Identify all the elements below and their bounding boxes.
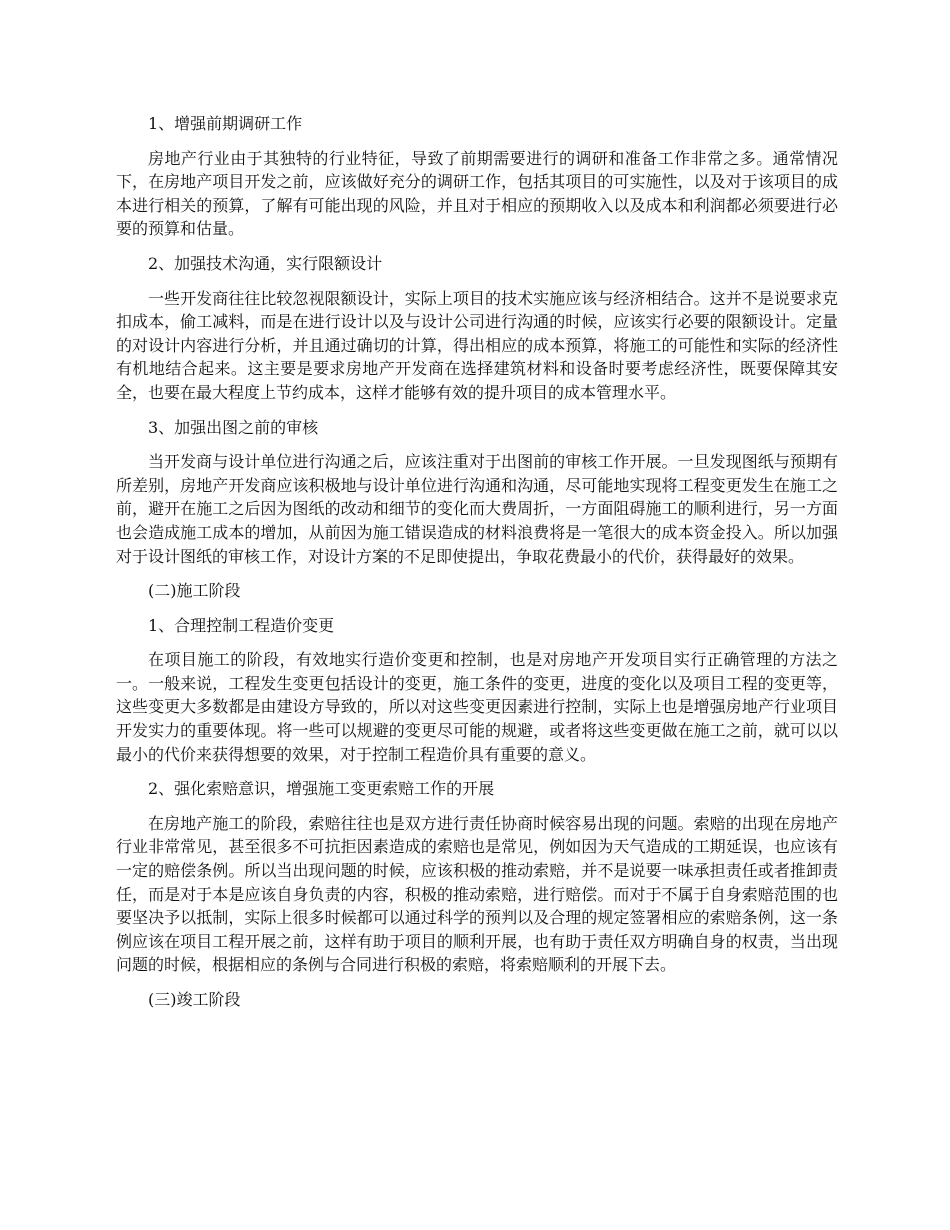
- section-heading: 2、加强技术沟通，实行限额设计: [148, 253, 383, 273]
- body-paragraph: 在房地产施工的阶段，索赔往往也是双方进行责任协商时候容易出现的问题。索赔的出现在房地产行业非常常见，甚至很多不可抗拒因素造成的索赔也是常见，例如因为天气造成的工期延误，也应该有一定的赔偿条例。所以当出现问题的时候，应该积极的推动索赔，并不是说要一味承担责任或者推卸责任，而是对于本是应该自身负责的内容，积极的推动索赔，进行赔偿。而对于不属于自身索赔范围的也要坚决予以抵制，实际上很多时候都可以通过科学的预判以及合理的规定签署相应的索赔条例，这一条例应该在项目工程开展之前，这样有助于项目的顺利开展，也有助于责任双方明确自身的权责，当出现问题的时候，根据相应的条例与合同进行积极的索赔，将索赔顺利的开展下去。: [116, 813, 838, 975]
- stage-heading: (二)施工阶段: [148, 581, 241, 601]
- body-paragraph: 当开发商与设计单位进行沟通之后，应该注重对于出图前的审核工作开展。一旦发现图纸与预期有所差别，房地产开发商应该积极地与设计单位进行沟通和沟通，尽可能地实现将工程变更发生在施工之前，避开在施工之后因为图纸的改动和细节的变化而大费周折，一方面阻碍施工的顺利进行，另一方面也会造成施工成本的增加，从前因为施工错误造成的材料浪费将是一笔很大的成本资金投入。所以加强对于设计图纸的审核工作，对设计方案的不足即使提出，争取花费最小的代价，获得最好的效果。: [116, 452, 838, 566]
- body-paragraph: 在项目施工的阶段，有效地实行造价变更和控制，也是对房地产开发项目实行正确管理的方法之一。一般来说，工程发生变更包括设计的变更，施工条件的变更，进度的变化以及项目工程的变更等，这些变更大多数都是由建设方导致的，所以对这些变更因素进行控制，实际上也是增强房地产行业项目开发实力的重要体现。将一些可以规避的变更尽可能的规避，或者将这些变更做在施工之前，就可以以最小的代价来获得想要的效果，对于控制工程造价具有重要的意义。: [116, 650, 838, 764]
- body-paragraph: 房地产行业由于其独特的行业特征，导致了前期需要进行的调研和准备工作非常之多。通常情况下，在房地产项目开发之前，应该做好充分的调研工作，包括其项目的可实施性，以及对于该项目的成本进行相关的预算，了解有可能出现的风险，并且对于相应的预期收入以及成本和利润都必须要进行必要的预算和估量。: [116, 148, 838, 239]
- section-heading: 1、增强前期调研工作: [148, 114, 303, 133]
- section-heading: 3、加强出图之前的审核: [148, 417, 319, 437]
- section-heading: 2、强化索赔意识，增强施工变更索赔工作的开展: [148, 779, 495, 799]
- stage-heading: (三)竣工阶段: [148, 990, 241, 1009]
- document-body: [116, 112, 838, 1023]
- body-paragraph: 一些开发商往往比较忽视限额设计，实际上项目的技术实施应该与经济相结合。这并不是说要求克扣成本，偷工减料，而是在进行设计以及与设计公司进行沟通的时候，应该实行必要的限额设计。定量的对设计内容进行分析，并且通过确切的计算，得出相应的成本预算，将施工的可能性和实际的经济性有机地结合起来。这主要是要求房地产开发商在选择建筑材料和设备时要考虑经济性，既要保障其安全，也要在最大程度上节约成本，这样才能够有效的提升项目的成本管理水平。: [116, 288, 838, 402]
- section-heading: 1、合理控制工程造价变更: [148, 615, 335, 635]
